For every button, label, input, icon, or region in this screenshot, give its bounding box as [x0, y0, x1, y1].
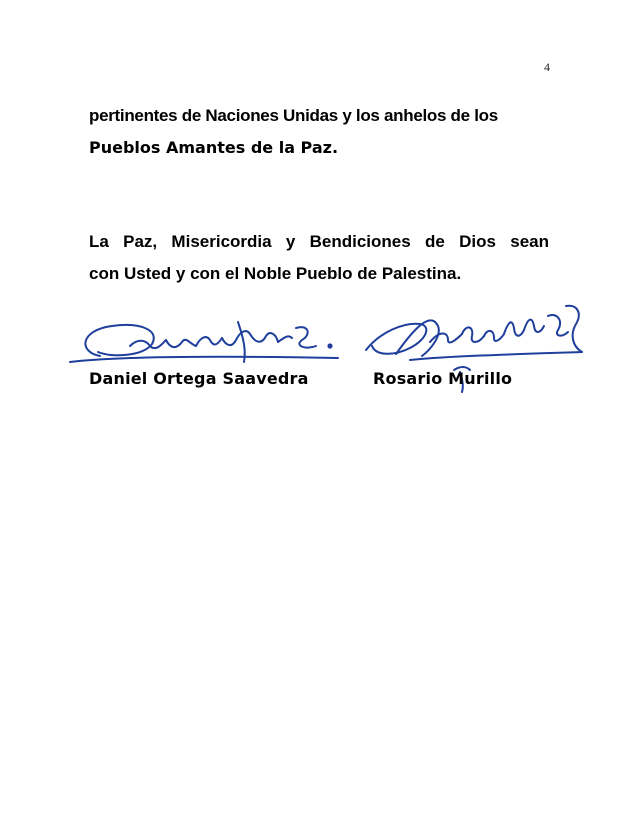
paragraph-line: Pueblos Amantes de la Paz. [89, 138, 339, 157]
signatory-name: Rosario Murillo [373, 369, 513, 388]
paragraph-line: La Paz, Misericordia y Bendiciones de Dios sean [89, 232, 549, 251]
paragraph-line: con Usted y con el Noble Pueblo de Palestina. [89, 264, 462, 283]
signatory-name: Daniel Ortega Saavedra [89, 369, 309, 388]
closing-paragraph-2 [89, 226, 549, 290]
paragraph-line: pertinentes de Naciones Unidas y los anhelos de los [89, 106, 498, 125]
page-number: 4 [544, 60, 550, 74]
signature-daniel-ortega [70, 322, 338, 362]
closing-paragraph-1 [89, 100, 549, 164]
